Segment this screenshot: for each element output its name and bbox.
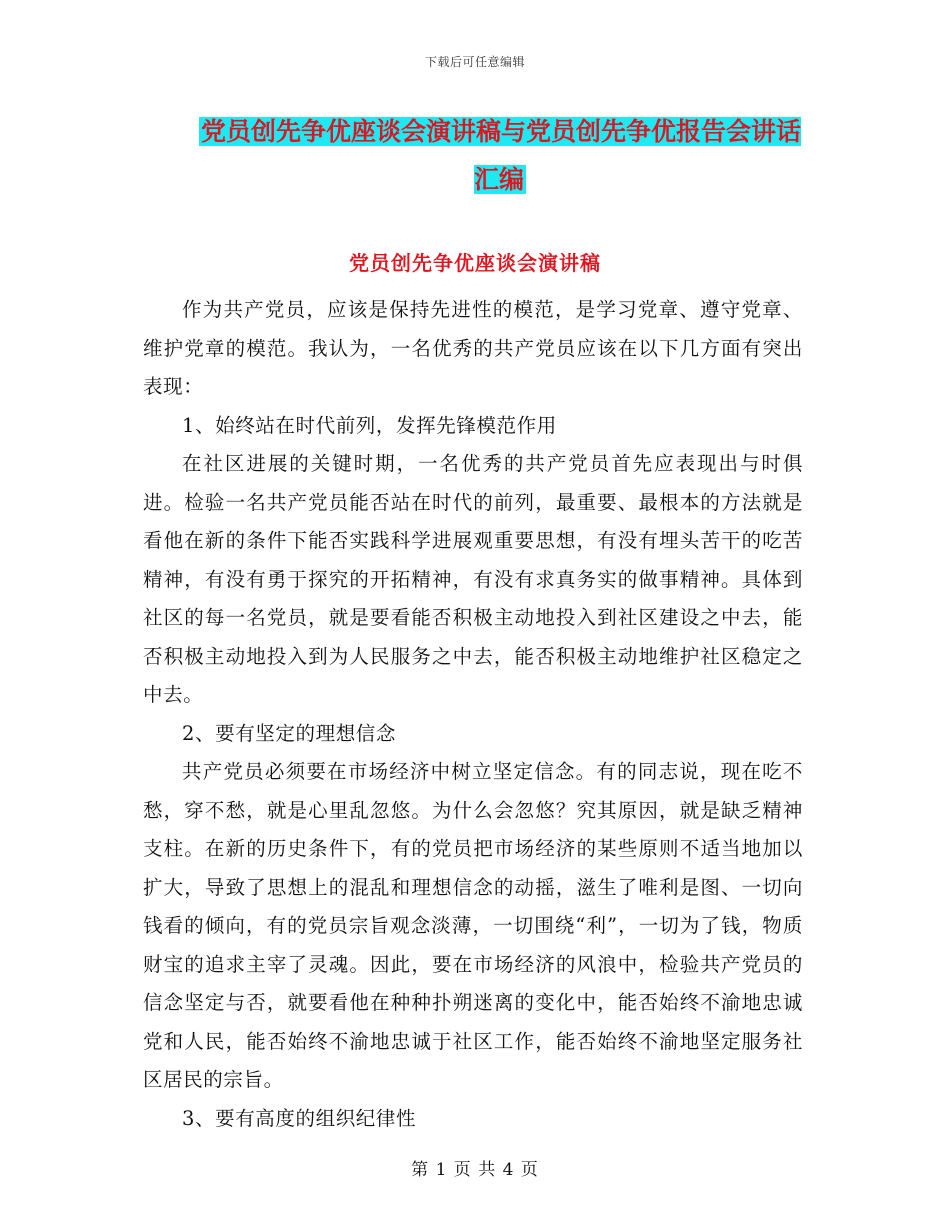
- paragraph-2: 共产党员必须要在市场经济中树立坚定信念。有的同志说，现在吃不愁，穿不愁，就是心里乱忽悠。为什么会忽悠？究其原因，就是缺乏精神支柱。在新的历史条件下，有的党员把市场经济的某些原则不适当地加以扩大，导致了思想上的混乱和理想信念的动摇，滋生了唯利是图、一切向钱看的倾向，有的党员宗旨观念淡薄，一切围绕“利”，一切为了钱，物质财宝的追求主宰了灵魂。因此，要在市场经济的风浪中，检验共产党员的信念坚定与否，就要看他在种种扑朔迷离的变化中，能否始终不渝地忠诚党和人民，能否始终不渝地忠诚于社区工作，能否始终不渝地坚定服务社区居民的宗旨。: [143, 760, 803, 1091]
- paragraph-1: 在社区进展的关键时期，一名优秀的共产党员首先应表现出与时俱进。检验一名共产党员能否站在时代的前列，最重要、最根本的方法就是看他在新的条件下能否实践科学进展观重要思想，有没有埋头苦干的吃苦精神，有没有勇于探究的开拓精神，有没有求真务实的做事精神。具体到社区的每一名党员，就是要看能否积极主动地投入到社区建设之中去，能否积极主动地投入到为人民服务之中去，能否积极主动地维护社区稳定之中去。: [143, 452, 803, 706]
- section-title: 党员创先争优座谈会演讲稿: [349, 251, 601, 275]
- document-title-text: 党员创先争优座谈会演讲稿与党员创先争优报告会讲话汇编: [200, 117, 801, 194]
- subheading-3: 3、要有高度的组织纪律性: [182, 1106, 417, 1130]
- body-text: [143, 291, 803, 1138]
- page-footer: 第 1 页 共 4 页: [411, 1160, 539, 1180]
- paragraph-intro: 作为共产党员，应该是保持先进性的模范，是学习党章、遵守党章、维护党章的模范。我认为，一名优秀的共产党员应该在以下几方面有突出表现：: [143, 298, 803, 398]
- document-title: [190, 108, 810, 204]
- subheading-2: 2、要有坚定的理想信念: [182, 721, 397, 745]
- header-note: 下载后可任意编辑: [424, 55, 525, 69]
- subheading-1: 1、始终站在时代前列，发挥先锋模范作用: [182, 413, 557, 437]
